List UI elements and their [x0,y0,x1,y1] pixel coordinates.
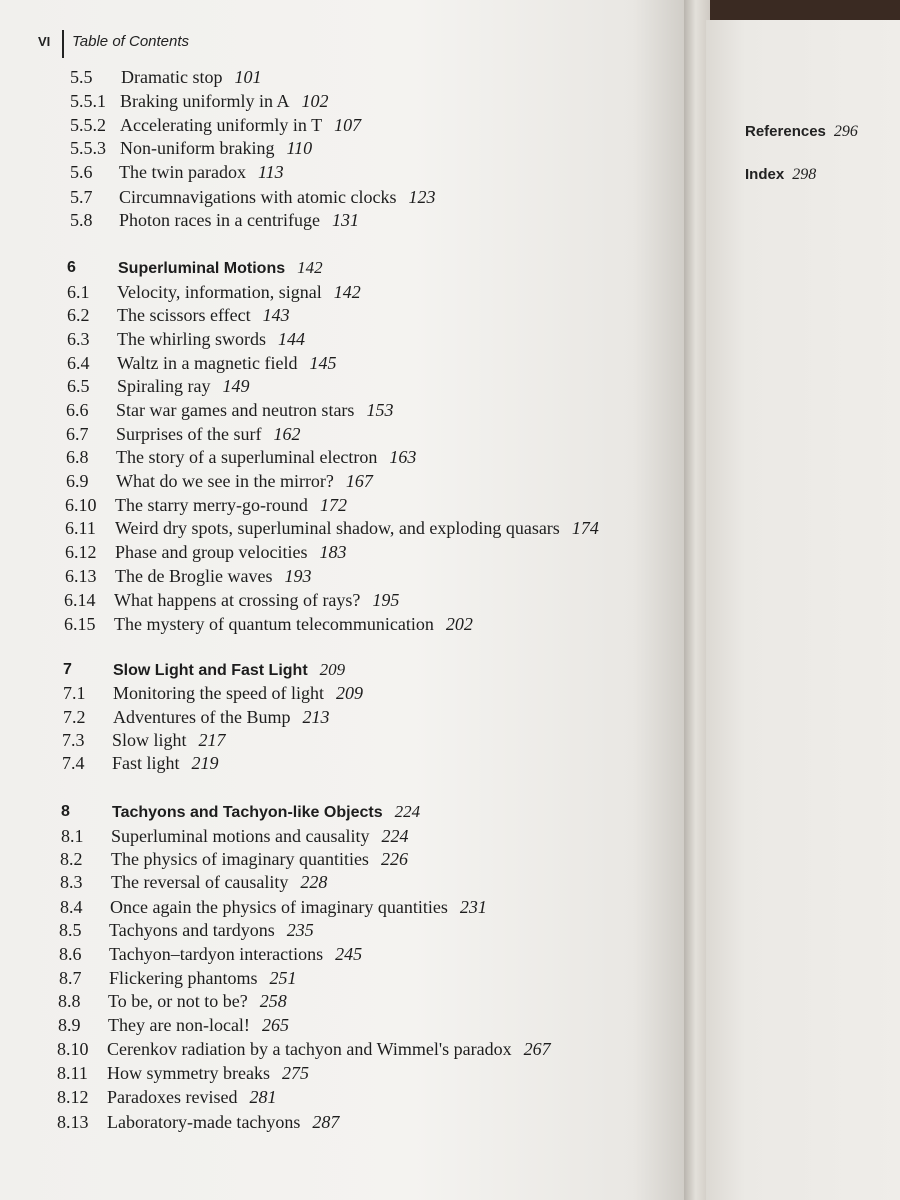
toc-entry-page: 172 [319,495,347,515]
toc-entry-title: The de Broglie waves [115,566,273,586]
toc-entry-title: Velocity, information, signal [117,282,322,302]
toc-entry-number: 8.5 [59,920,82,940]
toc-entry-page: 209 [335,683,363,703]
toc-entry-title: Paradoxes revised [107,1087,238,1107]
toc-entry-title: How symmetry breaks [107,1063,270,1083]
toc-entry-number: 6.6 [66,400,89,420]
toc-entry-page: 107 [334,115,362,135]
toc-entry-page: 258 [259,991,287,1011]
toc-entry-page: 281 [249,1087,277,1107]
toc-entry-page: 102 [301,91,329,111]
toc-entry-number: 6.8 [66,447,89,467]
toc-entry-page: 275 [281,1063,309,1083]
toc-entry-number: 7.1 [63,683,86,703]
toc-entry-title: Surprises of the surf [116,424,262,444]
toc-entry-title: Non-uniform braking [120,138,275,158]
toc-entry-number: 8.1 [61,826,84,846]
toc-entry-page: 113 [257,162,284,182]
toc-entry-number: 5.5.2 [70,115,106,135]
right-page [706,20,900,1200]
toc-entry-title: To be, or not to be? [108,991,248,1011]
toc-entry-page: 224 [381,826,409,846]
toc-entry-page: 231 [459,897,487,917]
toc-entry-page: 195 [372,590,400,610]
toc-entry-number: 5.5.3 [70,138,106,158]
toc-chapter-title: Superluminal Motions [118,260,286,277]
toc-entry-page: 183 [319,542,347,562]
toc-entry-title: Accelerating uniformly in T [120,115,323,135]
toc-entry-number: 6.2 [67,305,90,325]
header-divider [62,30,64,58]
toc-chapter-title: Slow Light and Fast Light [113,662,308,679]
toc-entry-title: Laboratory-made tachyons [107,1112,301,1132]
toc-entry-title: Phase and group velocities [115,542,308,562]
toc-entry-title: The whirling swords [117,329,266,349]
toc-entry-number: 6.14 [64,590,96,610]
toc-entry-number: 6.9 [66,471,89,491]
toc-entry-number: 6.1 [67,282,90,302]
toc-entry-page: 142 [333,282,361,302]
toc-entry-title: Adventures of the Bump [113,707,291,727]
toc-entry-title: The physics of imaginary quantities [111,849,369,869]
toc-chapter-title: Tachyons and Tachyon-like Objects [112,804,383,821]
toc-entry-title: Circumnavigations with atomic clocks [119,187,397,207]
toc-entry-page: 209 [319,660,346,679]
toc-entry-title: References [745,123,826,140]
toc-entry-number: 7.2 [63,707,86,727]
toc-entry-page: 144 [277,329,305,349]
toc-entry-number: 6.3 [67,329,90,349]
toc-entry-number: 6.4 [67,353,90,373]
toc-entry-number: 8 [61,803,70,820]
toc-entry-title: Spiraling ray [117,376,211,396]
toc-entry-number: 6.10 [65,495,97,515]
toc-entry-title: Fast light [112,753,180,773]
toc-entry-page: 142 [297,258,323,277]
toc-entry-number: 7.3 [62,730,85,750]
toc-entry-page: 226 [380,849,408,869]
toc-entry-page: 245 [335,944,363,964]
toc-entry-page: 193 [284,566,312,586]
toc-entry-page: 228 [300,872,328,892]
toc-entry-title: Tachyons and tardyons [109,920,275,940]
toc-entry-title: Star war games and neutron stars [116,400,355,420]
toc-entry-page: 219 [191,753,219,773]
toc-entry-title: The mystery of quantum telecommunication [114,614,434,634]
toc-entry-page: 162 [273,424,301,444]
toc-entry-title: The twin paradox [119,162,246,182]
toc-entry-number: 6.13 [65,566,97,586]
toc-entry-number: 8.7 [59,968,82,988]
toc-entry-title: Dramatic stop [121,67,223,87]
toc-entry-title: Waltz in a magnetic field [117,353,298,373]
toc-entry-page: 110 [286,138,313,158]
toc-entry-number: 8.12 [57,1087,89,1107]
toc-entry-number: 6.5 [67,376,90,396]
toc-entry-title: What do we see in the mirror? [116,471,334,491]
toc-entry-page: 167 [345,471,373,491]
toc-entry-title: Weird dry spots, superluminal shadow, and exploding quasars [115,518,560,538]
toc-entry-number: 7.4 [62,753,85,773]
toc-entry-title: Tachyon–tardyon interactions [109,944,324,964]
toc-entry-page: 224 [394,802,421,821]
toc-entry-page: 145 [309,353,337,373]
toc-entry-title: They are non-local! [108,1015,250,1035]
toc-entry-page: 296 [833,123,858,140]
page-number: VI [38,34,51,49]
toc-entry-index [745,166,816,184]
toc-entry-number: 5.7 [70,187,93,207]
toc-entry-title: Once again the physics of imaginary quantities [110,897,448,917]
toc-entry-page: 213 [302,707,330,727]
toc-entry-number: 8.9 [58,1015,81,1035]
toc-entry-page: 251 [269,968,297,988]
toc-entry-title: Cerenkov radiation by a tachyon and Wimmel's paradox [107,1039,512,1059]
toc-entry-title: The starry merry-go-round [115,495,308,515]
toc-entry-number: 6.12 [65,542,97,562]
toc-entry-page: 143 [262,305,290,325]
toc-entry-title: The story of a superluminal electron [116,447,378,467]
toc-entry-page: 131 [331,210,359,230]
toc-entry-number: 5.5.1 [70,91,106,111]
toc-entry-number: 6.11 [65,518,96,538]
toc-entry-number: 8.8 [58,991,81,1011]
toc-entry-number: 8.6 [59,944,82,964]
toc-entry-title: Index [745,166,785,183]
toc-entry-title: Braking uniformly in A [120,91,290,111]
toc-entry-page: 101 [234,67,262,87]
toc-entry-title: What happens at crossing of rays? [114,590,361,610]
toc-entry-number: 8.2 [60,849,83,869]
toc-entry-number: 8.13 [57,1112,89,1132]
toc-entry-page: 163 [389,447,417,467]
toc-entry-page: 123 [408,187,436,207]
toc-entry-page: 149 [222,376,250,396]
toc-entry-title: The scissors effect [117,305,251,325]
toc-entry-page: 265 [261,1015,289,1035]
toc-entry-title: Slow light [112,730,187,750]
toc-entry-number: 8.10 [57,1039,89,1059]
toc-entry-number: 8.4 [60,897,83,917]
toc-entry-title: Superluminal motions and causality [111,826,370,846]
toc-entry-title: Flickering phantoms [109,968,258,988]
running-title: Table of Contents [72,33,190,50]
toc-entry-page: 287 [312,1112,340,1132]
toc-entry-number: 6.15 [64,614,96,634]
toc-entry-page: 153 [366,400,394,420]
toc-entry-number: 6.7 [66,424,89,444]
toc-entry-number: 8.11 [57,1063,88,1083]
toc-entry-references [745,123,858,141]
toc-entry-title: Photon races in a centrifuge [119,210,320,230]
toc-entry-number: 6 [67,259,76,276]
toc-entry-page: 217 [198,730,226,750]
toc-entry-title: Monitoring the speed of light [113,683,324,703]
toc-entry-page: 174 [571,518,599,538]
toc-entry-number: 5.8 [70,210,93,230]
toc-entry-number: 5.6 [70,162,93,182]
toc-entry-page: 235 [286,920,314,940]
toc-entry-number: 7 [63,661,72,678]
toc-entry-page: 267 [523,1039,551,1059]
toc-entry-number: 8.3 [60,872,83,892]
toc-entry-page: 298 [792,166,817,183]
toc-entry-number: 5.5 [70,67,93,87]
toc-entry-page: 202 [445,614,473,634]
toc-entry-title: The reversal of causality [111,872,289,892]
